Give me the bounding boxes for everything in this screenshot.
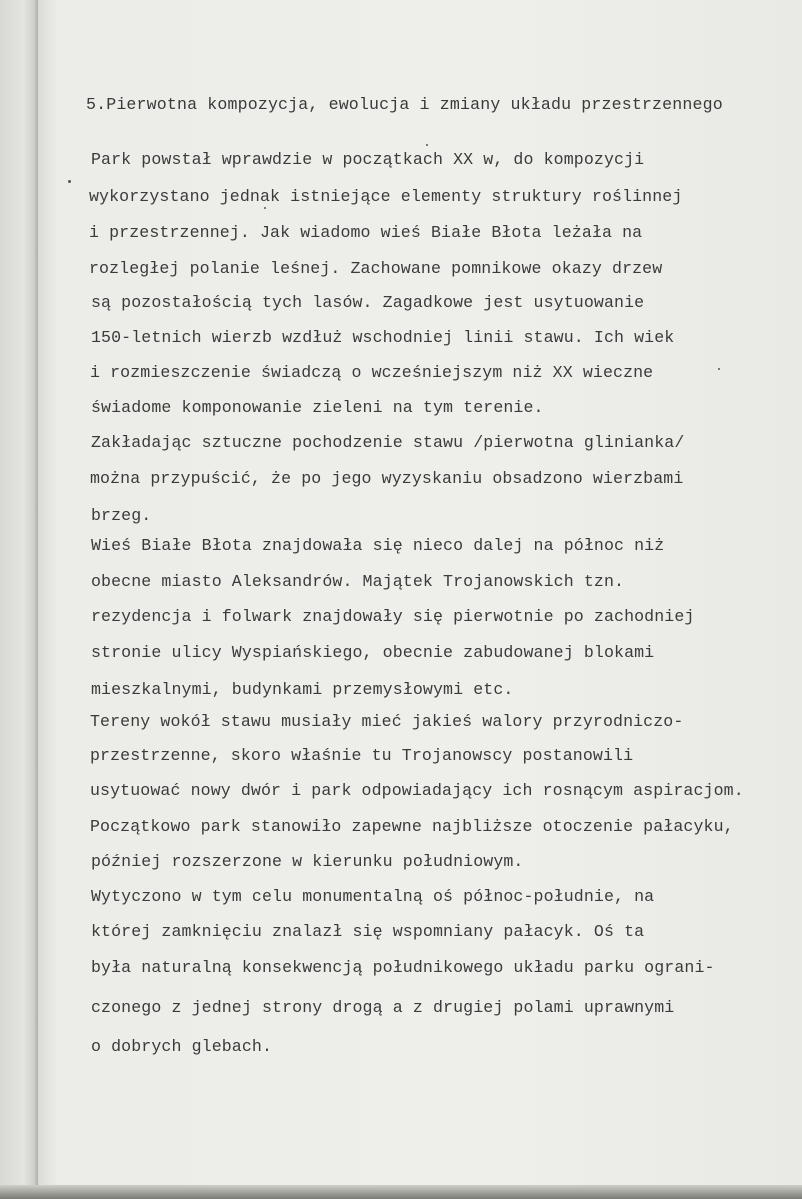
text-line-23: której zamknięciu znalazł się wspomniany pałacyk. Oś ta — [91, 922, 645, 941]
text-line-20: Początkowo park stanowiło zapewne najbliższe otoczenie pałacyku, — [90, 817, 734, 836]
text-line-6: 150-letnich wierzb wzdłuż wschodniej linii stawu. Ich wiek — [91, 328, 675, 347]
text-line-19: usytuować nowy dwór i park odpowiadający ich rosnącym aspiracjom. — [90, 781, 744, 800]
text-line-7: i rozmieszczenie świadczą o wcześniejszym niż XX wieczne — [90, 363, 654, 382]
paper-speck — [718, 368, 720, 370]
text-line-4: rozległej polanie leśnej. Zachowane pomnikowe okazy drzew — [89, 259, 663, 278]
text-line-17: Tereny wokół stawu musiały mieć jakieś walory przyrodniczo- — [90, 712, 684, 731]
text-line-25: czonego z jednej strony drogą a z drugiej polami uprawnymi — [91, 998, 675, 1017]
text-line-11: brzeg. — [91, 506, 152, 525]
text-line-3: i przestrzennej. Jak wiadomo wieś Białe Błota leżała na — [89, 223, 643, 242]
page-left-shadow — [0, 0, 40, 1199]
text-line-8: świadome komponowanie zieleni na tym terenie. — [91, 398, 544, 417]
text-line-21: później rozszerzone w kierunku południowym. — [91, 852, 524, 871]
text-line-26: o dobrych glebach. — [91, 1037, 273, 1056]
text-line-16: mieszkalnymi, budynkami przemysłowymi etc. — [91, 680, 514, 699]
text-line-22: Wytyczono w tym celu monumentalną oś północ-południe, na — [91, 887, 655, 906]
text-line-18: przestrzenne, skoro właśnie tu Trojanowscy postanowili — [90, 746, 634, 765]
text-line-15: stronie ulicy Wyspiańskiego, obecnie zabudowanej blokami — [91, 643, 655, 662]
text-line-14: rezydencja i folwark znajdowały się pierwotnie po zachodniej — [91, 607, 695, 626]
text-line-2: wykorzystano jednak istniejące elementy struktury roślinnej — [89, 187, 683, 206]
paper-speck — [68, 180, 71, 183]
paper-speck — [264, 207, 266, 209]
text-line-10: można przypuścić, że po jego wyzyskaniu obsadzono wierzbami — [90, 469, 684, 488]
text-line-12: Wieś Białe Błota znajdowała się nieco dalej na północ niż — [91, 536, 665, 555]
document-page — [38, 0, 802, 1199]
text-line-1: Park powstał wprawdzie w początkach XX w, do kompozycji — [91, 150, 645, 169]
text-line-24: była naturalną konsekwencją południkowego układu parku ograni- — [91, 958, 715, 977]
text-line-5: są pozostałością tych lasów. Zagadkowe jest usytuowanie — [91, 293, 645, 312]
section-heading: 5.Pierwotna kompozycja, ewolucja i zmiany układu przestrzennego — [86, 95, 723, 114]
paper-speck — [426, 144, 428, 146]
page-bottom-edge — [0, 1185, 802, 1199]
text-line-9: Zakładając sztuczne pochodzenie stawu /pierwotna glinianka/ — [91, 433, 685, 452]
text-line-13: obecne miasto Aleksandrów. Majątek Trojanowskich tzn. — [91, 572, 625, 591]
